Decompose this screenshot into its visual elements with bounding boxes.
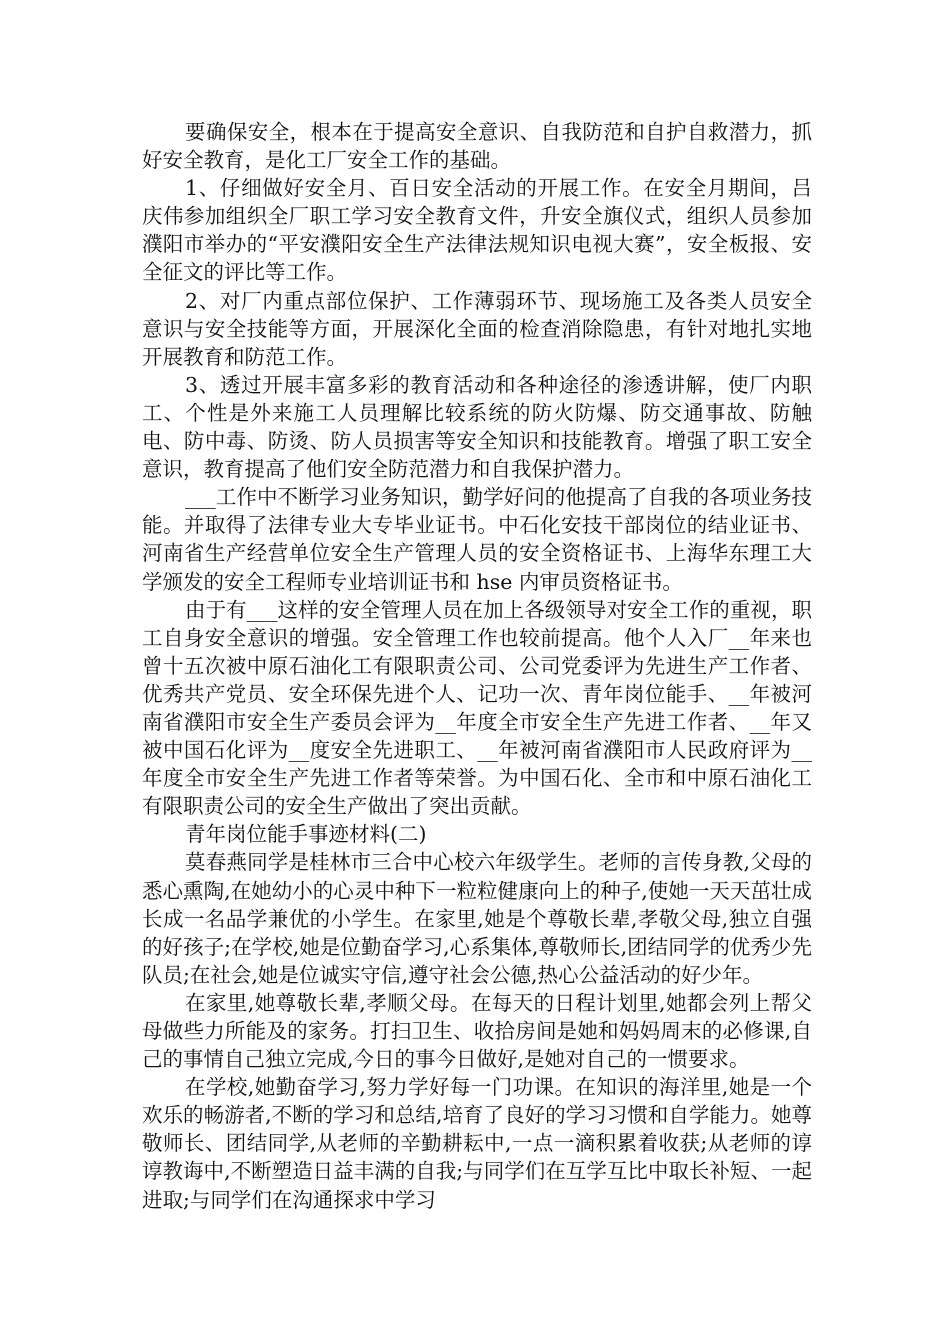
section-heading: 青年岗位能手事迹材料(二) [185,822,427,847]
paragraph-at-school: 在学校,她勤奋学习,努力学好每一门功课。在知识的海洋里,她是一个欢乐的畅游者,不断的学习和总结,培育了良好的学习习惯和自学能力。她尊敬师长、团结同学,从老师的辛勤耕耘中,一点一滴积累着收获;从老师的谆谆教诲中,不断塑造日益丰满的自我;与同学们在互学互比中取长补短、一起进取;与同学们在沟通探求中学习 [142,1075,812,1212]
document-body [142,118,812,1214]
paragraph-item-3: 3、透过开展丰富多彩的教育活动和各种途径的渗透讲解，使厂内职工、个性是外来施工人员理解比较系统的防火防爆、防交通事故、防触电、防中毒、防烫、防人员损害等安全知识和技能教育。增强了职工安全意识，教育提高了他们安全防范潜力和自我保护潜力。 [142,372,812,482]
paragraph-honors: 由于有___这样的安全管理人员在加上各级领导对安全工作的重视，职工自身安全意识的增强。安全管理工作也较前提高。他个人入厂__年来也曾十五次被中原石油化工有限职责公司、公司党委评为先进生产工作者、优秀共产党员、安全环保先进个人、记功一次、青年岗位能手、__年被河南省濮阳市安全生产委员会评为__年度全市安全生产先进工作者、__年又被中国石化评为__度安全先进职工、__年被河南省濮阳市人民政府评为__年度全市安全生产先进工作者等荣誉。为中国石化、全市和中原石油化工有限职责公司的安全生产做出了突出贡献。 [142,597,812,819]
paragraph-intro: 要确保安全，根本在于提高安全意识、自我防范和自护自救潜力，抓好安全教育，是化工厂安全工作的基础。 [142,120,812,173]
paragraph-at-home: 在家里,她尊敬长辈,孝顺父母。在每天的日程计划里,她都会列上帮父母做些力所能及的家务。打扫卫生、收拾房间是她和妈妈周末的必修课,自己的事情自己独立完成,今日的事今日做好,是她对自己的一惯要求。 [142,990,812,1072]
paragraph-item-1: 1、仔细做好安全月、百日安全活动的开展工作。在安全月期间，吕庆伟参加组织全厂职工学习安全教育文件，升安全旗仪式，组织人员参加濮阳市举办的“平安濮阳安全生产法律法规知识电视大赛”，安全板报、安全征文的评比等工作。 [142,176,812,285]
paragraph-skills: ___工作中不断学习业务知识，勤学好问的他提高了自我的各项业务技能。并取得了法律专业大专毕业证书。中石化安技干部岗位的结业证书、河南省生产经营单位安全生产管理人员的安全资格证书、上海华东理工大学颁发的安全工程师专业培训证书和 hse 内审员资格证书。 [142,485,812,594]
paragraph-item-2: 2、对厂内重点部位保护、工作薄弱环节、现场施工及各类人员安全意识与安全技能等方面，开展深化全面的检查消除隐患，有针对地扎实地开展教育和防范工作。 [142,288,812,369]
paragraph-student-intro: 莫春燕同学是桂林市三合中心校六年级学生。老师的言传身教,父母的悉心熏陶,在她幼小的心灵中种下一粒粒健康向上的种子,使她一天天茁壮成长成一名品学兼优的小学生。在家里,她是个尊敬长辈,孝敬父母,独立自强的好孩子;在学校,她是位勤奋学习,心系集体,尊敬师长,团结同学的优秀少先队员;在社会,她是位诚实守信,遵守社会公德,热心公益活动的好少年。 [142,850,812,987]
